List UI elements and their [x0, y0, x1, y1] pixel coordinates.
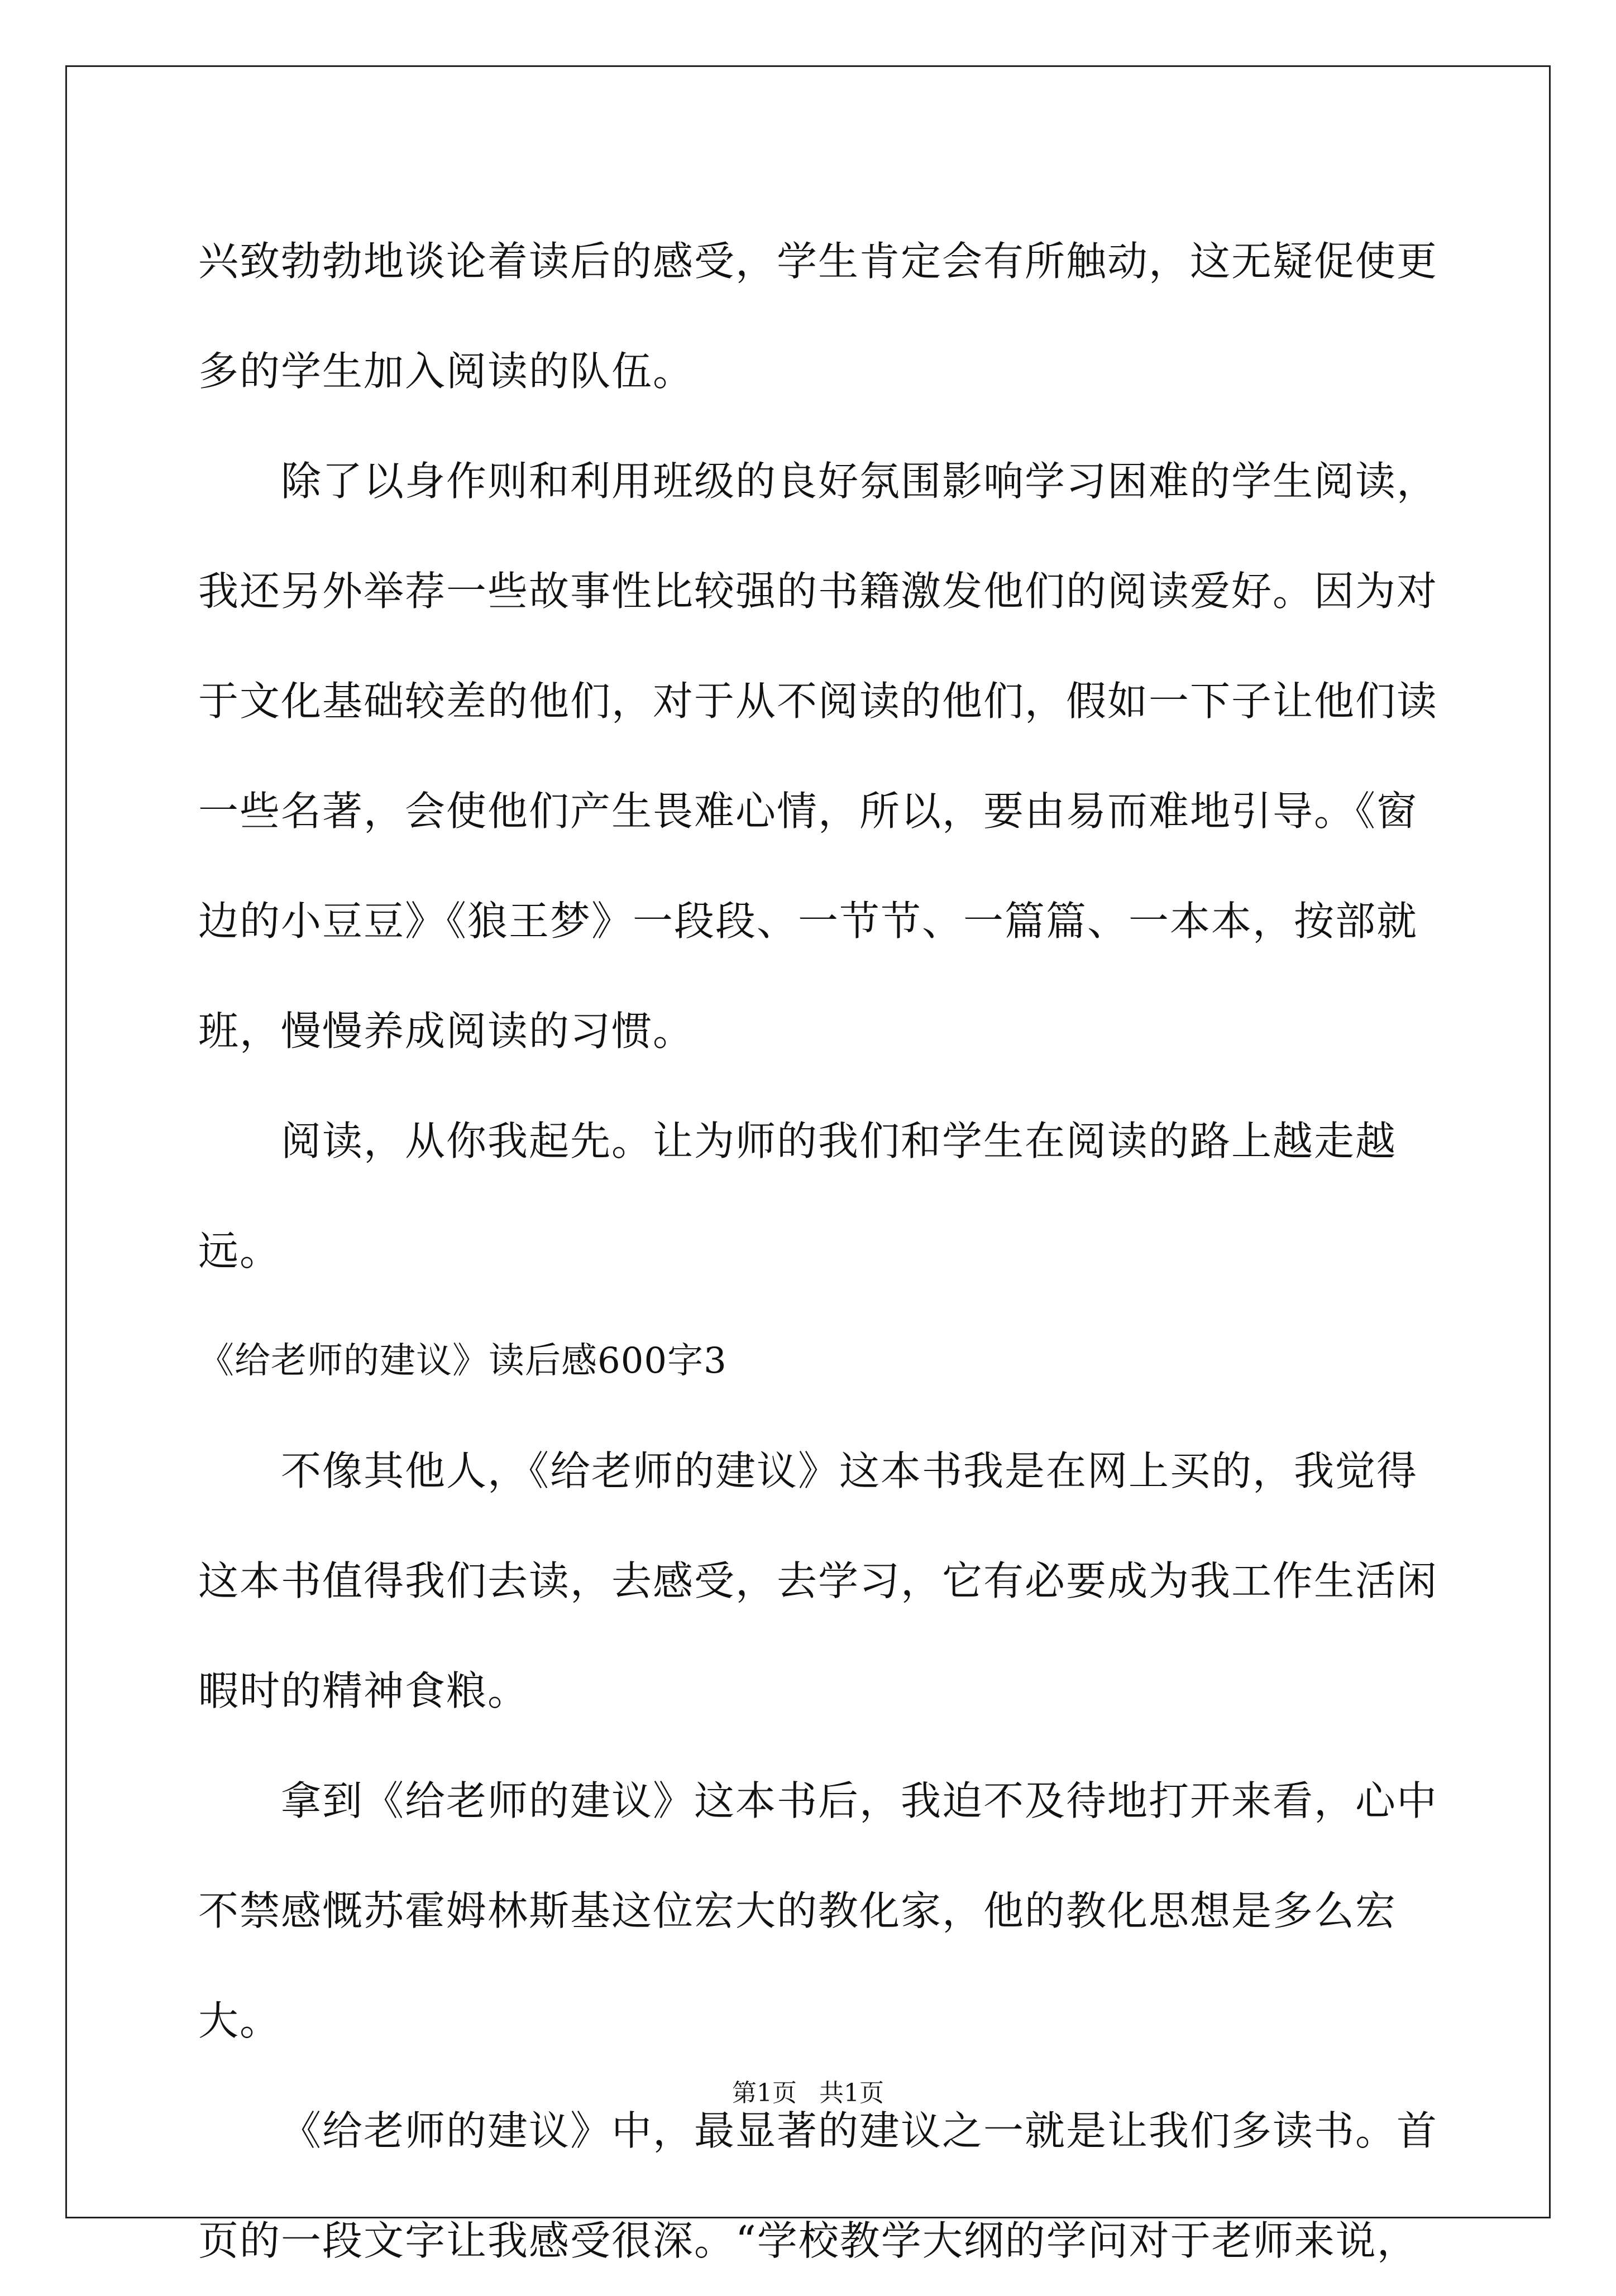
section-heading: 《给老师的建议》读后感600字3 — [198, 1340, 727, 1382]
page-footer — [0, 2077, 1616, 2110]
paragraph: 不像其他人，《给老师的建议》这本书我是在网上买的，我觉得这本书值得我们去读，去感受，去学习，它有必要成为我工作生活闲暇时的精神食粮。 — [198, 1447, 1438, 1714]
paragraph: 阅读，从你我起先。让为师的我们和学生在阅读的路上越走越远。 — [198, 1118, 1397, 1274]
paragraph: 拿到《给老师的建议》这本书后，我迫不及待地打开来看，心中不禁感慨苏霍姆林斯基这位宏大的教化家，他的教化思想是多么宏大。 — [198, 1777, 1438, 2044]
paragraph: 兴致勃勃地谈论着读后的感受，学生肯定会有所触动，这无疑促使更多的学生加入阅读的队伍。 — [198, 238, 1438, 395]
paragraph: 除了以身作则和利用班级的良好氛围影响学习困难的学生阅读，我还另外举荐一些故事性比较强的书籍激发他们的阅读爱好。因为对于文化基础较差的他们，对于从不阅读的他们，假如一下子让他们读一些名著，会使他们产生畏难心情，所以，要由易而难地引导。《窗边的小豆豆》《狼王梦》一段段、一节节、一篇篇、一本本，按部就班，慢慢养成阅读的习惯。 — [198, 458, 1438, 1054]
paragraph: 《给老师的建议》中，最显著的建议之一就是让我们多读书。首页的一段文字让我感受很深。“学校教学大纲的学问对于老师来说， — [198, 2107, 1438, 2264]
page-total: 共1页 — [819, 2079, 884, 2107]
document-body — [198, 207, 1449, 2296]
page-number: 第1页 — [732, 2079, 797, 2107]
